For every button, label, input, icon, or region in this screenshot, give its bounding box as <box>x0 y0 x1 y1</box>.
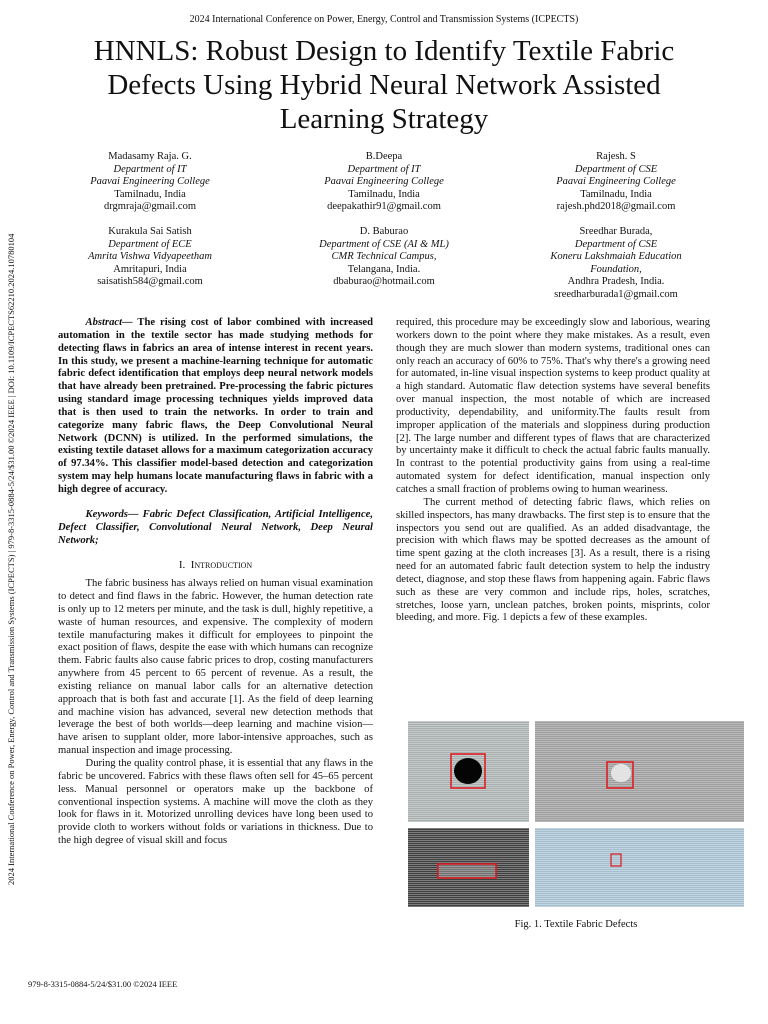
section-heading <box>58 559 373 572</box>
author-location: Tamilnadu, India <box>114 188 186 200</box>
section-title: Introduction <box>190 559 253 572</box>
author-block-2 <box>264 151 504 214</box>
author-dept: Department of CSE <box>574 163 658 175</box>
fabric-tile-stripe <box>408 828 529 907</box>
abstract <box>58 317 373 497</box>
author-email[interactable]: saisatish584@gmail.com <box>97 276 203 287</box>
paragraph: required, this procedure may be exceedingly slow and laborious, wearing workers down to the point where they make mistakes. As a result, even though they are much slower than modern systems, traditional ones can only reach an accuracy of 60% to 75%. That's why there's a growing need for automated, in-line visual inspection systems to keep product quality at a high standard. Automatic flaw detection systems have several benefits over manual inspection, the most notable of which are increased productivity, dependability, and uniformity.The faults result from improper application of the materials and sloppiness during production [2]. The large number and different types of flaws that are characterized by uncertainty make it difficult to check the actual fabric faults manually. In contrast to the potential productivity gains from using a real-time automated system for defect identification, manual inspection only catches a small fraction of problems owing to human weariness. <box>396 317 710 495</box>
keywords-text: Fabric Defect Classification, Artificial Intelligence, Defect Classifier, Convolutional Neural Network, Deep Neural Network; <box>58 508 373 546</box>
conference-header: 2024 International Conference on Power, Energy, Control and Transmission Systems (ICPECTS) <box>189 14 579 25</box>
author-org: Paavai Engineering College <box>556 176 676 187</box>
author-block-6 <box>496 226 736 301</box>
author-location: Telangana, India. <box>347 263 421 275</box>
author-email[interactable]: drgmraja@gmail.com <box>104 201 196 212</box>
section-number: I. <box>178 559 186 572</box>
hole-defect-mark <box>408 721 529 822</box>
paragraph: The current method of detecting fabric flaws, which relies on skilled inspectors, has many drawbacks. The first step is to ensure that the inspectors you send out are qualified. As an added disadvantage, the precision with which flaws may be spotted decreases as the amount of time spent gazing at the cloth increases [3]. As a result, there is a rising need for an automated fabric fault detection system to help the industry detect, diagnose, and stop these flaws from happening again. Fabric flaws such as these are very common and include rips, holes, scratches, stretches, loose yarn, unclean patches, broken points, misprints, color bleeding, and more. Fig. 1 depicts a few of these examples. <box>396 496 710 624</box>
title-line: Learning Strategy <box>279 103 489 135</box>
author-dept: Department of CSE (AI & ML) <box>319 238 449 250</box>
author-dept: Department of IT <box>113 163 187 175</box>
abstract-label: Abstract— <box>85 317 133 328</box>
author-dept: Department of ECE <box>108 238 192 250</box>
fabric-tile-knot <box>535 828 744 907</box>
left-column <box>58 317 373 848</box>
figure-caption: Fig. 1. Textile Fabric Defects <box>514 919 638 930</box>
author-location: Andhra Pradesh, India. <box>567 276 665 287</box>
author-name: B.Deepa <box>365 151 403 162</box>
author-email[interactable]: dbaburao@hotmail.com <box>333 276 435 287</box>
author-block-5 <box>264 226 504 289</box>
author-org: Koneru Lakshmaiah Education <box>550 251 682 262</box>
paragraph: The fabric business has always relied on human visual examination to detect and find flaws in the fabric. However, the human detection rate is only up to 12 meters per minute, and the task is dull, highly repetitive, a waste of human resources, and expensive. The complexity of modern textile manufacturing makes it difficult for employees to pinpoint the exact position of flaws, despite the ease with which humans can recognize them. Fabric faults also cause fabric prices to drop, costing manufacturers anywhere from 45 percent to 65 percent of revenue. As a result, the existing reliance on manual labor calls for an alternative detection approach that is both fast and accurate [1]. As the field of deep learning and machine vision has advanced, several new detection methods that leverage the best of both worlds—deep learning and machine vision—have arisen to supplant older, more labor-intensive approaches, such as manual inspection and image processing. <box>58 578 373 757</box>
stripe-defect-mark <box>408 828 529 907</box>
author-org: CMR Technical Campus, <box>331 251 437 262</box>
author-org: Amrita Vishwa Vidyapeetham <box>88 251 212 262</box>
abstract-text: The rising cost of labor combined with increased automation in the textile sector has made studying methods for detecting flaws in fabrics an area of intense interest in recent years. In this study, we present a machine-learning technique for automatic fabric defect identification that employs deep neural network models that have already been pretrained. Pre-processing the fabric pictures using standard image processing techniques yields improved data that is then used to train the networks. In order to train and categorize many fabric flaws, the Deep Convolutional Neural Network (DCNN) is utilized. In the performed simulations, the existing textile dataset allows for a maximum categorization accuracy of 97.34%. This classifier model-based detection and categorization system may help humans locate manufacturing flaws in fabric with a high degree of accuracy. <box>58 317 373 495</box>
author-dept: Department of CSE <box>574 238 658 250</box>
author-org-2: Foundation, <box>590 263 642 275</box>
paper-title <box>40 34 728 136</box>
fabric-tile-stain <box>535 721 744 822</box>
author-org: Paavai Engineering College <box>324 176 444 187</box>
author-name: Sreedhar Burada, <box>579 226 653 237</box>
author-block-1 <box>30 151 270 214</box>
author-block-4 <box>30 226 270 289</box>
page-footer: 979-8-3315-0884-5/24/$31.00 ©2024 IEEE <box>28 979 178 989</box>
author-block-3 <box>496 151 736 214</box>
author-name: Madasamy Raja. G. <box>108 151 192 162</box>
keywords-label: Keywords— <box>85 508 139 520</box>
author-location: Tamilnadu, India <box>348 188 420 200</box>
author-email[interactable]: sreedharburada1@gmail.com <box>554 288 678 300</box>
stain-defect-mark <box>535 721 744 822</box>
author-name: D. Baburao <box>359 226 409 237</box>
author-location: Amritapuri, India <box>113 263 187 275</box>
author-location: Tamilnadu, India <box>580 188 652 200</box>
fabric-defects-figure <box>408 721 744 907</box>
title-line: Defects Using Hybrid Neural Network Assisted <box>107 69 661 101</box>
author-dept: Department of IT <box>347 163 421 175</box>
knot-defect-mark <box>535 828 744 907</box>
author-name: Kurakula Sai Satish <box>108 226 192 237</box>
keywords <box>58 509 373 548</box>
right-column <box>396 317 710 625</box>
side-doi-text: 2024 International Conference on Power, Energy, Control and Transmission Systems (ICPECTS) | 979-8-3315-0884-5/24/$31.00 ©2024 IEEE | DOI: 10.1109/ICPECTS62210.2024.10780104 <box>6 233 16 885</box>
author-email[interactable]: rajesh.phd2018@gmail.com <box>556 201 676 212</box>
title-line: HNNLS: Robust Design to Identify Textile Fabric <box>93 35 675 67</box>
paragraph: During the quality control phase, it is essential that any flaws in the fabric be uncovered. Fabrics with these flaws often sell for 45–65 percent less. Manual personnel or operators make up the backbone of conventional inspection systems. A machine will move the cloth as they look for flaws in it. Motorized unrolling devices have long been used to provide cloth to workers without folds or variations in thickness. Due to the high degree of visual skill and focus <box>58 758 373 847</box>
fabric-tile-hole <box>408 721 529 822</box>
author-name: Rajesh. S <box>596 151 636 162</box>
author-org: Paavai Engineering College <box>90 176 210 187</box>
author-email[interactable]: deepakathir91@gmail.com <box>327 201 441 212</box>
